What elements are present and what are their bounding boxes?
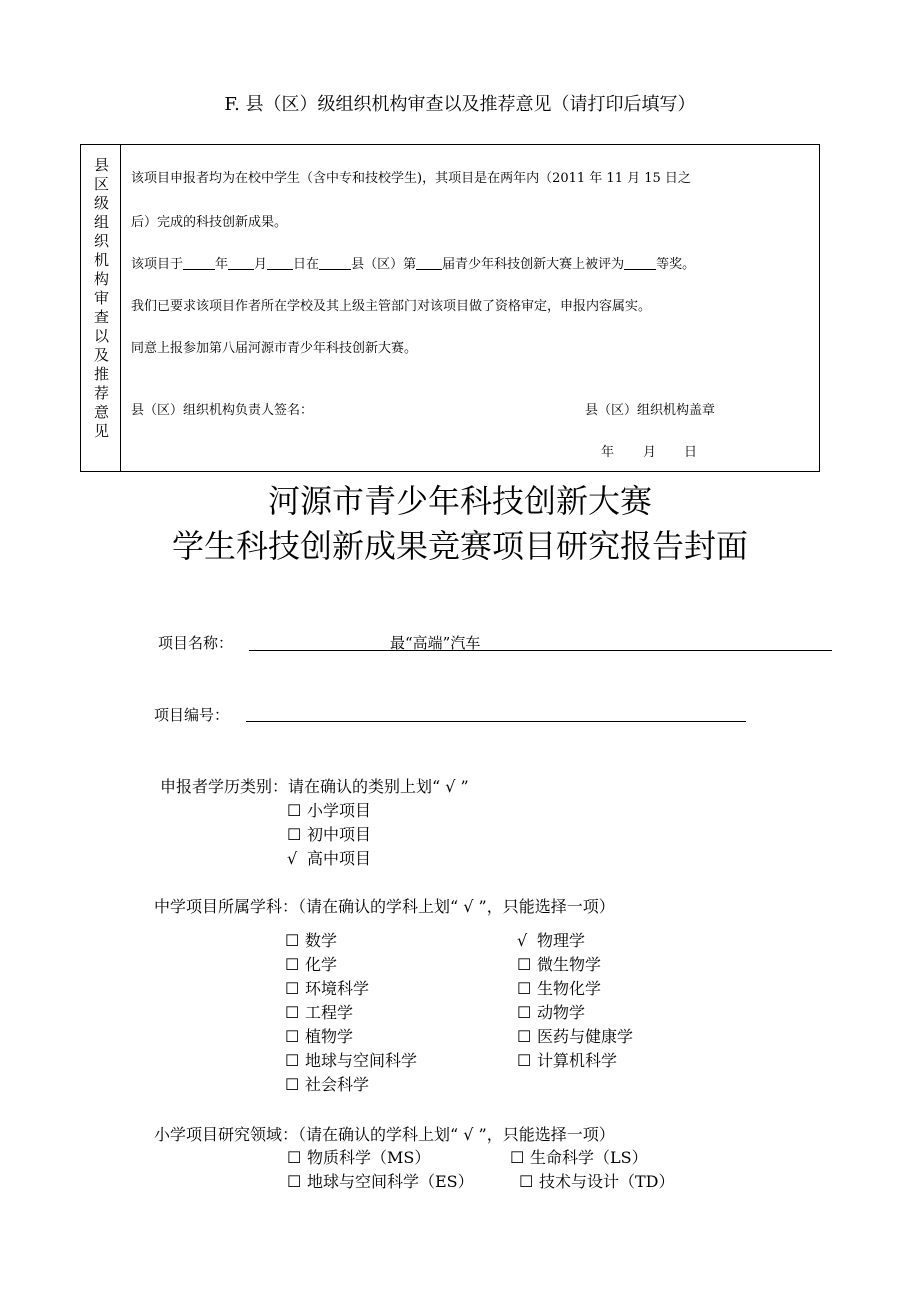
education-option-primary[interactable] [287, 798, 371, 821]
subject-option[interactable] [517, 928, 585, 951]
award-text-part: 县（区）第 [351, 257, 417, 272]
eligibility-text-line1: 该项目申报者均为在校中学生（含中专和技校学生)，其项目是在两年内（2011 年 11 月 15 日之 [131, 171, 691, 186]
option-label: 地球与空间科学 [305, 1051, 418, 1070]
review-table [80, 144, 820, 472]
qualification-text: 我们已要求该项目作者所在学校及其上级主管部门对该项目做了资格审定，申报内容属实。 [131, 299, 652, 314]
subject-option[interactable] [285, 1024, 353, 1047]
education-prompt: 申报者学历类别：请在确认的类别上划“ √ ” [160, 777, 469, 796]
checkbox-icon: ☐ [517, 1027, 532, 1046]
day-blank[interactable] [267, 256, 293, 270]
check-mark-icon: √ [287, 849, 298, 868]
checkbox-icon: ☐ [285, 931, 300, 950]
option-label: 计算机科学 [537, 1051, 618, 1070]
option-label: 高中项目 [307, 849, 372, 868]
option-label: 技术与设计（TD） [539, 1172, 675, 1191]
checkbox-icon: ☐ [519, 1172, 534, 1191]
checkbox-icon: ☐ [517, 955, 532, 974]
option-label: 小学项目 [307, 801, 372, 820]
checkbox-icon: ☐ [287, 825, 302, 844]
checkbox-icon: ☐ [510, 1148, 525, 1167]
option-label: 物质科学（MS） [307, 1148, 431, 1167]
project-name-label: 项目名称： [158, 634, 234, 652]
option-label: 社会科学 [305, 1075, 370, 1094]
subject-option[interactable] [285, 976, 369, 999]
option-label: 植物学 [305, 1027, 354, 1046]
checkbox-icon: ☐ [285, 1027, 300, 1046]
eligibility-text-line2: 后）完成的科技创新成果。 [131, 215, 288, 230]
checkbox-icon: ☐ [517, 979, 532, 998]
option-label: 生物化学 [537, 979, 602, 998]
award-level-blank[interactable] [624, 256, 656, 270]
subject-option[interactable] [517, 976, 601, 999]
option-label: 地球与空间科学（ES） [307, 1172, 474, 1191]
edition-blank[interactable] [416, 256, 442, 270]
checkbox-icon: ☐ [287, 801, 302, 820]
checkbox-icon: ☐ [285, 1075, 300, 1094]
subject-option[interactable] [285, 1072, 369, 1095]
project-number-field[interactable] [246, 721, 746, 722]
year-blank[interactable] [183, 256, 215, 270]
field-option[interactable] [287, 1169, 474, 1192]
subject-option[interactable] [517, 1024, 633, 1047]
subject-option[interactable] [517, 952, 601, 975]
date-month: 月 [643, 445, 657, 460]
option-label: 物理学 [537, 931, 586, 950]
date-day: 日 [684, 445, 698, 460]
checkbox-icon: ☐ [285, 1051, 300, 1070]
field-option[interactable] [287, 1145, 430, 1168]
award-text-part: 日在 [293, 257, 320, 272]
review-side-label-cell [81, 145, 121, 471]
approval-text: 同意上报参加第八届河源市青少年科技创新大赛。 [131, 341, 418, 356]
award-text-part: 月 [254, 257, 268, 272]
month-blank[interactable] [228, 256, 254, 270]
checkbox-icon: ☐ [287, 1172, 302, 1191]
award-text-part: 该项目于 [131, 257, 184, 272]
middle-subject-prompt: 中学项目所属学科：（请在确认的学科上划“ √ ”，只能选择一项） [154, 897, 615, 916]
award-text-part: 年 [215, 257, 229, 272]
option-label: 初中项目 [307, 825, 372, 844]
option-label: 微生物学 [537, 955, 602, 974]
option-label: 数学 [305, 931, 338, 950]
award-text-part: 等奖。 [656, 257, 696, 272]
subject-option[interactable] [285, 928, 337, 951]
field-option[interactable] [510, 1145, 648, 1168]
award-sentence [131, 253, 695, 272]
project-name-value: 最“高端”汽车 [390, 634, 481, 652]
cover-title-line1: 河源市青少年科技创新大赛 [267, 482, 652, 520]
project-name-field[interactable] [249, 650, 832, 651]
subject-option[interactable] [517, 1048, 617, 1071]
signature-label: 县（区）组织机构负责人签名： [131, 403, 314, 418]
checkbox-icon: ☐ [517, 1051, 532, 1070]
subject-option[interactable] [285, 952, 337, 975]
checkbox-icon: ☐ [517, 1003, 532, 1022]
option-label: 生命科学（LS） [530, 1148, 648, 1167]
education-option-senior[interactable] [287, 846, 371, 869]
county-blank[interactable] [319, 256, 351, 270]
review-side-label: 县区级组织机构审查以及推荐意见 [92, 157, 110, 442]
checkbox-icon: ☐ [285, 1003, 300, 1022]
option-label: 化学 [305, 955, 338, 974]
subject-option[interactable] [285, 1048, 417, 1071]
date-year: 年 [601, 445, 615, 460]
subject-option[interactable] [517, 1000, 585, 1023]
seal-label: 县（区）组织机构盖章 [585, 403, 716, 418]
checkbox-icon: ☐ [285, 955, 300, 974]
cover-title-line2: 学生科技创新成果竞赛项目研究报告封面 [171, 527, 748, 565]
subject-option[interactable] [285, 1000, 353, 1023]
section-f-title: F. 县（区）级组织机构审查以及推荐意见（请打印后填写） [224, 94, 696, 115]
project-number-label: 项目编号： [154, 706, 230, 724]
award-text-part: 届青少年科技创新大赛上被评为 [442, 257, 625, 272]
checkbox-icon: ☐ [287, 1148, 302, 1167]
checkbox-icon: ☐ [285, 979, 300, 998]
education-option-junior[interactable] [287, 822, 371, 845]
primary-field-prompt: 小学项目研究领域：（请在确认的学科上划“ √ ”，只能选择一项） [154, 1125, 615, 1144]
option-label: 动物学 [537, 1003, 586, 1022]
field-option[interactable] [519, 1169, 675, 1192]
option-label: 工程学 [305, 1003, 354, 1022]
option-label: 医药与健康学 [537, 1027, 634, 1046]
option-label: 环境科学 [305, 979, 370, 998]
check-mark-icon: √ [517, 931, 528, 950]
